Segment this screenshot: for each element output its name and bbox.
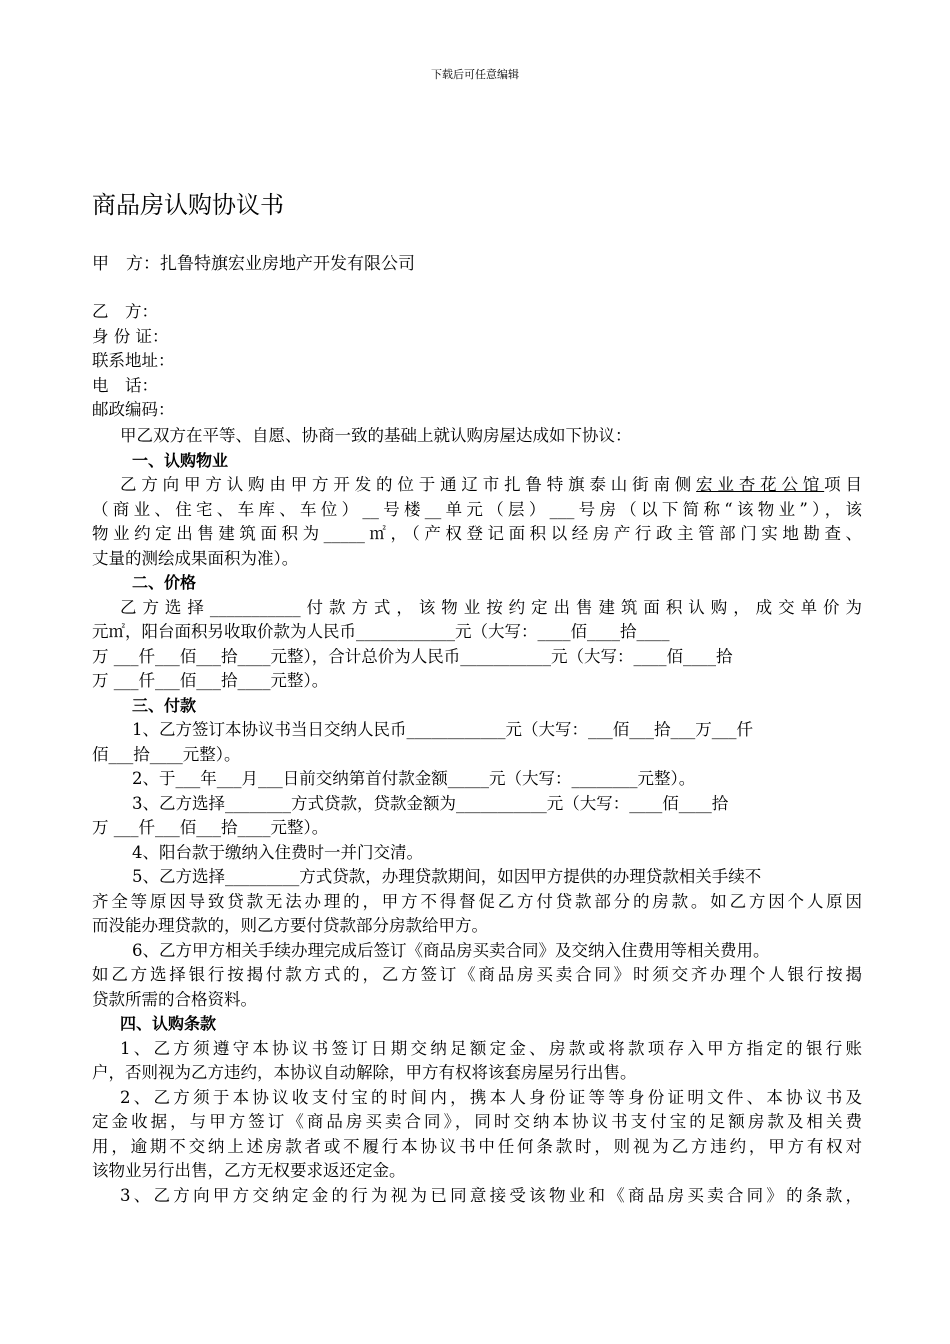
section3-line: 万 ___仟___佰___拾____元整）。 — [92, 818, 329, 837]
section3-line: 1、乙方签订本协议书当日交纳人民币____________元（大写：___佰___拾___万___仟 — [132, 720, 753, 739]
section2-line: 万 ___仟___佰___拾____元整），合计总价为人民币___________元（大写：____佰____拾 — [92, 646, 733, 666]
section-heading-property: 一、认购物业 — [132, 450, 229, 470]
section3-line: 如乙方选择银行按揭付款方式的，乙方签订《商品房买卖合同》时须交齐办理个人银行按揭 — [92, 965, 862, 984]
section2-line: 万 ___仟___佰___拾____元整）。 — [92, 671, 329, 690]
section3-line: 贷款所需的合格资料。 — [92, 989, 257, 1009]
header-note: 下载后可任意编辑 — [431, 68, 519, 81]
section4-line: 1、乙方须遵守本协议书签订日期交纳足额定金、房款或将款项存入甲方指定的银行账 — [120, 1038, 862, 1058]
section3-line: 而没能办理贷款的，则乙方要付贷款部分房款给甲方。 — [92, 916, 488, 935]
phone-field: 电 话： — [92, 375, 158, 395]
section2-line: 乙方选择___________付款方式，该物业按约定出售建筑面积认购，成交单价为 — [120, 597, 862, 617]
section-heading-terms: 四、认购条款 — [120, 1014, 217, 1033]
section4-line: 定金收据，与甲方签订《商品房买卖合同》，同时交纳本协议书支付宝的足额房款及相关费 — [92, 1112, 862, 1131]
section1-line: （商业、住宅、车库、车位）__号楼__单元（层）___号房（以下简称“该物业”），该 — [92, 499, 862, 519]
section4-line: 用，逾期不交纳上述房款者或不履行本协议书中任何条款时，则视为乙方违约，甲方有权对 — [92, 1136, 862, 1156]
intro-paragraph: 甲乙双方在平等、自愿、协商一致的基础上就认购房屋达成如下协议： — [120, 426, 632, 445]
section4-line: 户，否则视为乙方违约，本协议自动解除，甲方有权将该套房屋另行出售。 — [92, 1063, 637, 1082]
postal-code-field: 邮政编码： — [92, 400, 175, 419]
section3-line: 6、乙方甲方相关手续办理完成后签订《商品房买卖合同》及交纳入住费用等相关费用。 — [132, 940, 770, 960]
section3-line: 5、乙方选择_________方式贷款，办理贷款期间，如因甲方提供的办理贷款相关手续不 — [132, 867, 762, 886]
section1-line: 乙方向甲方认购由甲方开发的位于通辽市扎鲁特旗泰山街南侧宏业杏花公馆项目 — [120, 475, 863, 494]
section4-line: 该物业另行出售，乙方无权要求返还定金。 — [92, 1161, 406, 1180]
section3-line: 2、于___年___月___日前交纳第首付款金额_____元（大写：________元整）。 — [132, 769, 696, 788]
document-title: 商品房认购协议书 — [92, 191, 284, 219]
section-heading-payment: 三、付款 — [132, 695, 197, 715]
section2-line: 元㎡，阳台面积另收取价款为人民币____________元（大写：____佰____拾____ — [92, 622, 670, 641]
project-name: 宏业杏花公馆 — [696, 475, 825, 494]
section3-line: 齐全等原因导致贷款无法办理的，甲方不得督促乙方付贷款部分的房款。如乙方因个人原因 — [92, 891, 862, 911]
section1-line: 丈量的测绘成果面积为准）。 — [92, 548, 299, 568]
address-field: 联系地址： — [92, 351, 175, 370]
party-a: 甲 方：扎鲁特旗宏业房地产开发有限公司 — [92, 254, 415, 274]
section3-line: 3、乙方选择________方式贷款，贷款金额为___________元（大写：____佰____拾 — [132, 793, 729, 813]
section-heading-price: 二、价格 — [132, 573, 197, 592]
section4-line: 2、乙方须于本协议收支付宝的时间内，携本人身份证等等身份证明文件、本协议书及 — [120, 1087, 862, 1107]
section3-line: 4、阳台款于缴纳入住费时一并门交清。 — [132, 842, 423, 862]
party-b-info — [92, 300, 862, 423]
agreement-body — [92, 424, 862, 1208]
section3-line: 佰___拾____元整）。 — [92, 744, 241, 764]
section1-line: 物业约定出售建筑面积为_____㎡，（产权登记面积以经房产行政主管部门实地勘查、 — [92, 524, 862, 543]
id-card-field: 身 份 证： — [92, 326, 169, 346]
section4-line: 3、乙方向甲方交纳定金的行为视为已同意接受该物业和《商品房买卖合同》的条款， — [120, 1185, 862, 1205]
party-b-name-field: 乙 方： — [92, 302, 158, 321]
